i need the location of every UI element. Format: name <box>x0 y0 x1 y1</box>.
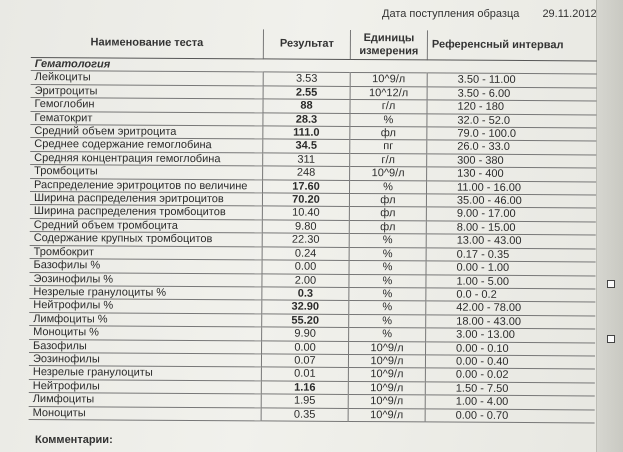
test-name: Среднее содержание гемоглобина <box>30 138 263 153</box>
test-unit: фл <box>349 194 426 208</box>
test-reference: 0.00 - 0.70 <box>455 409 509 422</box>
test-name: Эритроциты <box>31 84 264 99</box>
test-unit: 10^9/л <box>348 408 425 422</box>
test-unit: 10^9/л <box>348 381 425 395</box>
test-reference: 0.17 - 0.35 <box>456 248 510 261</box>
test-unit: г/л <box>350 100 427 114</box>
test-result: 0.35 <box>261 407 348 421</box>
test-result: 3.53 <box>263 72 350 86</box>
sample-date <box>382 8 597 20</box>
test-reference: 26.0 - 33.0 <box>457 141 510 154</box>
test-reference: 79.0 - 100.0 <box>457 127 517 140</box>
column-header-name: Наименование теста <box>31 28 264 59</box>
test-result: 1.16 <box>261 381 348 395</box>
test-reference: 9.00 - 17.00 <box>456 208 516 221</box>
test-reference: 0.00 - 0.40 <box>455 355 509 368</box>
test-reference: 32.0 - 52.0 <box>457 114 511 127</box>
test-name: Моноциты <box>29 406 262 421</box>
test-reference: 0.00 - 0.10 <box>456 342 509 355</box>
test-result: 10.40 <box>262 206 349 220</box>
test-name: Средняя концентрация гемоглобина <box>30 151 263 166</box>
test-unit: % <box>349 234 426 248</box>
test-result: 248 <box>263 166 350 180</box>
test-result: 111.0 <box>263 126 350 140</box>
test-reference: 8.00 - 15.00 <box>456 221 516 234</box>
test-unit: % <box>349 287 426 301</box>
test-result: 311 <box>263 153 350 167</box>
test-name: Ширина распределения эритроцитов <box>30 192 263 207</box>
test-result: 88 <box>263 99 350 113</box>
test-name: Гемоглобин <box>30 98 263 113</box>
test-reference: 11.00 - 16.00 <box>456 181 522 194</box>
test-result: 9.90 <box>262 327 349 341</box>
test-result: 17.60 <box>262 180 349 194</box>
test-unit: % <box>349 274 426 288</box>
test-reference: 0.00 - 0.02 <box>455 368 509 382</box>
test-result: 0.00 <box>262 260 349 274</box>
test-reference: 0.0 - 0.2 <box>456 288 497 301</box>
test-unit: % <box>349 247 426 261</box>
column-header-units-line1: Единицы <box>363 31 415 44</box>
test-name: Моноциты % <box>29 326 262 341</box>
table-header-row <box>31 28 597 61</box>
test-result: 55.20 <box>262 314 349 328</box>
test-name: Средний объем тромбоцита <box>30 218 263 233</box>
test-reference: 300 - 380 <box>457 154 504 167</box>
test-unit: пг <box>350 140 427 154</box>
test-unit: % <box>350 113 427 127</box>
test-reference: 1.00 - 4.00 <box>455 395 509 409</box>
test-name: Лимфоциты <box>29 393 262 408</box>
test-reference: 3.00 - 13.00 <box>456 328 515 342</box>
test-name: Лейкоциты <box>31 71 264 86</box>
test-name: Лимфоциты % <box>29 312 262 327</box>
test-reference: 1.50 - 7.50 <box>455 382 509 395</box>
test-unit: фл <box>350 126 427 140</box>
test-unit: % <box>349 328 426 342</box>
column-header-reference: Референсный интервал <box>427 30 597 61</box>
test-name: Ширина распределения тромбоцитов <box>30 205 263 220</box>
test-result: 1.95 <box>261 394 348 408</box>
test-name: Содержание крупных тромбоцитов <box>30 232 263 247</box>
test-reference: 3.50 - 6.00 <box>457 87 511 100</box>
test-unit: % <box>349 301 426 315</box>
test-name: Гематокрит <box>30 111 263 126</box>
test-name: Нейтрофилы % <box>29 299 262 314</box>
section-title: Гематология <box>34 58 111 71</box>
test-reference: 18.00 - 43.00 <box>456 315 522 328</box>
test-reference: 0.00 - 1.00 <box>456 261 510 275</box>
test-result: 28.3 <box>263 113 350 127</box>
test-name: Распределение эритроцитов по величине <box>30 178 263 193</box>
test-name: Нейтрофилы <box>29 379 262 394</box>
test-reference: 35.00 - 46.00 <box>456 194 522 208</box>
test-name: Эозинофилы <box>29 352 262 367</box>
test-result: 2.00 <box>262 273 349 287</box>
test-unit: % <box>349 314 426 328</box>
test-reference: 130 - 400 <box>457 167 504 181</box>
column-header-result: Результат <box>263 29 350 59</box>
test-unit: 10^12/л <box>350 86 427 100</box>
test-result: 22.30 <box>262 233 349 247</box>
comments-label: Комментарии: <box>35 434 113 446</box>
test-unit: фл <box>349 207 426 221</box>
test-result: 9.80 <box>262 220 349 234</box>
test-name: Базофилы <box>29 339 262 354</box>
test-result: 0.07 <box>261 354 348 368</box>
table-row <box>29 406 595 423</box>
test-result: 0.00 <box>262 340 349 354</box>
test-reference: 120 - 180 <box>457 100 505 114</box>
test-result: 32.90 <box>262 300 349 314</box>
test-unit: % <box>349 261 426 275</box>
checkbox-icon <box>607 335 615 343</box>
column-header-units-line2: измерения <box>359 44 419 57</box>
test-unit: 10^9/л <box>348 368 425 382</box>
test-result: 0.01 <box>261 367 348 381</box>
test-reference: 42.00 - 78.00 <box>456 301 522 315</box>
test-unit: фл <box>349 220 426 234</box>
test-name: Средний объем эритроцита <box>30 125 263 140</box>
test-name: Базофилы % <box>30 259 263 274</box>
page-edge <box>596 0 623 452</box>
test-unit: % <box>349 180 426 194</box>
test-name: Незрелые гранулоциты <box>29 366 262 381</box>
test-name: Эозинофилы % <box>29 272 262 287</box>
test-name: Тромбокрит <box>30 245 263 260</box>
test-reference: 1.00 - 5.00 <box>456 275 510 288</box>
checkbox-icon <box>607 280 615 288</box>
results-table <box>29 28 597 423</box>
test-result: 34.5 <box>263 139 350 153</box>
column-header-units <box>350 30 427 60</box>
test-name: Тромбоциты <box>30 165 263 180</box>
test-result: 0.3 <box>262 287 349 301</box>
test-unit: 10^9/л <box>350 73 427 87</box>
test-unit: 10^9/л <box>349 341 426 355</box>
test-reference: 3.50 - 11.00 <box>457 74 516 87</box>
test-name: Незрелые гранулоциты % <box>29 285 262 300</box>
test-unit: 10^9/л <box>350 167 427 181</box>
test-unit: г/л <box>350 153 427 167</box>
test-unit: 10^9/л <box>348 395 425 409</box>
test-result: 70.20 <box>262 193 349 207</box>
sample-date-value: 29.11.2012 <box>542 8 597 20</box>
sample-date-label: Дата поступления образца <box>382 8 520 20</box>
test-result: 0.24 <box>262 247 349 261</box>
test-unit: 10^9/л <box>348 354 425 368</box>
test-result: 2.55 <box>263 86 350 100</box>
test-reference: 13.00 - 43.00 <box>456 234 522 248</box>
